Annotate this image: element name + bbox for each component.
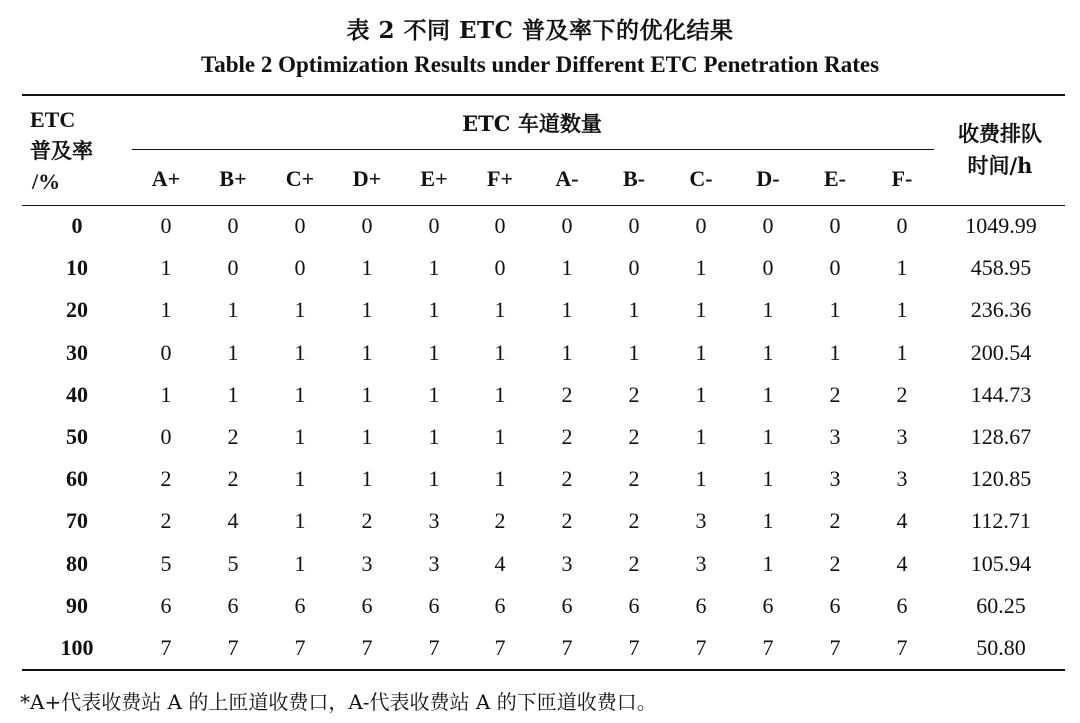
lane-count-cell: 1 [762, 466, 774, 492]
queue-time-cell: 105.94 [970, 550, 1032, 576]
lane-count-cell: 0 [896, 213, 908, 238]
lane-count-cell: 4 [227, 508, 239, 534]
lane-count-cell: 1 [695, 297, 707, 323]
lane-count-cell: 2 [561, 424, 573, 449]
rate-cell: 30 [66, 339, 88, 365]
lane-count-cell: 1 [428, 339, 440, 365]
lane-count-cell: 4 [896, 508, 908, 534]
lane-count-cell: 7 [762, 635, 774, 660]
column-header: F- [891, 166, 913, 191]
header-bottom-rule [22, 205, 1065, 206]
lane-count-cell: 0 [294, 255, 306, 281]
lane-count-cell: 6 [361, 592, 373, 618]
lane-count-cell: 7 [628, 635, 640, 660]
lane-count-cell: 1 [494, 339, 506, 365]
lane-count-cell: 1 [762, 550, 774, 576]
lane-count-cell: 1 [896, 339, 908, 365]
column-header: B- [623, 166, 645, 191]
lane-count-cell: 0 [762, 255, 774, 281]
lane-count-cell: 2 [896, 381, 908, 407]
lane-count-cell: 1 [762, 297, 774, 323]
lane-count-cell: 7 [227, 635, 239, 660]
lane-count-cell: 0 [494, 255, 506, 281]
table-bottom-rule [22, 669, 1065, 671]
rate-cell: 70 [66, 508, 88, 534]
lane-count-cell: 1 [695, 255, 707, 281]
lane-count-cell: 0 [361, 213, 373, 238]
lane-count-cell: 0 [829, 255, 841, 281]
lane-count-cell: 7 [160, 635, 172, 660]
lane-count-cell: 7 [695, 635, 707, 660]
lane-count-cell: 1 [227, 381, 239, 407]
lane-count-cell: 1 [628, 339, 640, 365]
lane-count-cell: 1 [561, 255, 573, 281]
lane-count-cell: 2 [561, 466, 573, 492]
lane-count-cell: 0 [227, 213, 239, 238]
lane-count-cell: 1 [695, 381, 707, 407]
lane-count-cell: 6 [762, 592, 774, 618]
lane-count-cell: 1 [361, 255, 373, 281]
queue-time-cell: 60.25 [976, 592, 1026, 618]
column-header: A- [555, 166, 579, 191]
queue-time-cell: 236.36 [970, 297, 1032, 323]
header-rate-line1: ETC [30, 107, 76, 132]
header-rate-line3: /% [32, 169, 61, 194]
lane-count-cell: 3 [695, 508, 707, 534]
lane-count-cell: 6 [628, 592, 640, 618]
header-lanes-group: ETC 车道数量 [462, 111, 602, 136]
lane-count-cell: 0 [829, 213, 841, 238]
lane-count-cell: 3 [361, 550, 373, 576]
lane-count-cell: 1 [160, 255, 172, 281]
lane-count-cell: 3 [561, 550, 573, 576]
queue-time-cell: 200.54 [970, 339, 1032, 365]
queue-time-cell: 1049.99 [965, 213, 1037, 238]
lane-count-cell: 1 [361, 466, 373, 492]
lane-count-cell: 6 [227, 592, 239, 618]
column-header: C- [689, 166, 713, 191]
column-header: D+ [352, 166, 382, 191]
lane-count-cell: 1 [428, 255, 440, 281]
lane-count-cell: 6 [695, 592, 707, 618]
lane-count-cell: 3 [428, 508, 440, 534]
lane-count-cell: 1 [428, 297, 440, 323]
lane-count-cell: 1 [428, 424, 440, 449]
lane-count-cell: 1 [361, 424, 373, 449]
lane-count-cell: 3 [896, 466, 908, 492]
lane-count-cell: 1 [160, 297, 172, 323]
header-rate-line2: 普及率 [30, 138, 93, 163]
queue-time-cell: 50.80 [976, 635, 1026, 660]
rate-cell: 0 [71, 213, 83, 238]
lane-count-cell: 0 [561, 213, 573, 238]
lane-count-cell: 1 [294, 297, 306, 323]
queue-time-cell: 458.95 [970, 255, 1032, 281]
lane-count-cell: 2 [160, 466, 172, 492]
lane-count-cell: 2 [628, 550, 640, 576]
lane-count-cell: 1 [294, 508, 306, 534]
header-time-line1: 收费排队 [958, 121, 1042, 146]
lane-count-cell: 5 [160, 550, 172, 576]
lane-count-cell: 7 [561, 635, 573, 660]
table-footnote: *A+代表收费站 A 的上匝道收费口，A-代表收费站 A 的下匝道收费口。 [20, 690, 657, 714]
lane-count-cell: 7 [294, 635, 306, 660]
rate-cell: 80 [66, 550, 88, 576]
rate-cell: 100 [60, 635, 94, 660]
queue-time-cell: 112.71 [971, 508, 1031, 534]
lane-count-cell: 6 [428, 592, 440, 618]
lane-count-cell: 1 [428, 466, 440, 492]
lane-count-cell: 6 [896, 592, 908, 618]
lane-count-cell: 6 [561, 592, 573, 618]
lane-count-cell: 1 [294, 466, 306, 492]
rate-cell: 50 [66, 424, 88, 449]
lane-count-cell: 1 [361, 297, 373, 323]
rate-cell: 60 [66, 466, 88, 492]
lane-count-cell: 2 [829, 550, 841, 576]
lane-count-cell: 1 [227, 339, 239, 365]
lane-count-cell: 4 [896, 550, 908, 576]
lane-count-cell: 3 [829, 466, 841, 492]
lane-count-cell: 2 [494, 508, 506, 534]
lane-count-cell: 7 [494, 635, 506, 660]
lane-count-cell: 7 [829, 635, 841, 660]
lane-count-cell: 6 [494, 592, 506, 618]
lane-count-cell: 7 [361, 635, 373, 660]
lane-count-cell: 0 [428, 213, 440, 238]
lane-count-cell: 2 [829, 508, 841, 534]
lane-count-cell: 1 [762, 339, 774, 365]
column-header: E+ [420, 166, 448, 191]
lane-count-cell: 1 [294, 550, 306, 576]
lane-count-cell: 2 [628, 424, 640, 449]
lane-count-cell: 0 [160, 213, 172, 238]
lane-count-cell: 1 [494, 381, 506, 407]
queue-time-cell: 144.73 [970, 381, 1032, 407]
lane-count-cell: 5 [227, 550, 239, 576]
lane-count-cell: 0 [160, 339, 172, 365]
rate-cell: 20 [66, 297, 88, 323]
lanes-group-rule [132, 149, 934, 150]
lane-count-cell: 1 [561, 297, 573, 323]
table-caption-english: Table 2 Optimization Results under Different ETC Penetration Rates [200, 52, 880, 77]
header-time-line2: 时间/h [967, 153, 1033, 178]
lane-count-cell: 1 [628, 297, 640, 323]
lane-count-cell: 1 [361, 381, 373, 407]
lane-count-cell: 1 [829, 297, 841, 323]
lane-count-cell: 2 [829, 381, 841, 407]
lane-count-cell: 0 [494, 213, 506, 238]
lane-count-cell: 0 [628, 255, 640, 281]
lane-count-cell: 1 [294, 381, 306, 407]
lane-count-cell: 1 [494, 424, 506, 449]
queue-time-cell: 120.85 [970, 466, 1032, 492]
lane-count-cell: 2 [628, 381, 640, 407]
column-header: D- [756, 166, 780, 191]
lane-count-cell: 7 [428, 635, 440, 660]
lane-count-cell: 0 [294, 213, 306, 238]
lane-count-cell: 2 [160, 508, 172, 534]
lane-count-cell: 1 [160, 381, 172, 407]
rate-cell: 40 [66, 381, 88, 407]
lane-count-cell: 1 [896, 297, 908, 323]
lane-count-cell: 1 [829, 339, 841, 365]
lane-count-cell: 0 [227, 255, 239, 281]
lane-count-cell: 1 [695, 466, 707, 492]
lane-count-cell: 1 [896, 255, 908, 281]
rate-cell: 90 [66, 592, 88, 618]
lane-count-cell: 1 [361, 339, 373, 365]
lane-count-cell: 1 [762, 508, 774, 534]
column-header: C+ [285, 166, 315, 191]
lane-count-cell: 2 [561, 508, 573, 534]
lane-count-cell: 6 [294, 592, 306, 618]
queue-time-cell: 128.67 [970, 424, 1032, 449]
lane-count-cell: 1 [561, 339, 573, 365]
lane-count-cell: 2 [561, 381, 573, 407]
lane-count-cell: 6 [829, 592, 841, 618]
lane-count-cell: 0 [160, 424, 172, 449]
lane-count-cell: 1 [227, 297, 239, 323]
lane-count-cell: 1 [428, 381, 440, 407]
lane-count-cell: 0 [628, 213, 640, 238]
lane-count-cell: 1 [294, 424, 306, 449]
lane-count-cell: 0 [695, 213, 707, 238]
lane-count-cell: 1 [494, 466, 506, 492]
lane-count-cell: 7 [896, 635, 908, 660]
lane-count-cell: 4 [494, 550, 506, 576]
column-header: A+ [151, 166, 181, 191]
lane-count-cell: 3 [896, 424, 908, 449]
lane-count-cell: 2 [361, 508, 373, 534]
lane-count-cell: 1 [494, 297, 506, 323]
column-header: E- [824, 166, 846, 191]
lane-count-cell: 0 [762, 213, 774, 238]
lane-count-cell: 2 [628, 466, 640, 492]
table-top-rule [22, 94, 1065, 96]
lane-count-cell: 1 [762, 381, 774, 407]
lane-count-cell: 3 [829, 424, 841, 449]
lane-count-cell: 1 [294, 339, 306, 365]
lane-count-cell: 1 [695, 424, 707, 449]
lane-count-cell: 1 [762, 424, 774, 449]
lane-count-cell: 1 [695, 339, 707, 365]
lane-count-cell: 6 [160, 592, 172, 618]
lane-count-cell: 3 [695, 550, 707, 576]
column-header: B+ [219, 166, 247, 191]
lane-count-cell: 3 [428, 550, 440, 576]
lane-count-cell: 2 [227, 466, 239, 492]
lane-count-cell: 2 [227, 424, 239, 449]
rate-cell: 10 [66, 255, 88, 281]
column-header: F+ [487, 166, 513, 191]
lane-count-cell: 2 [628, 508, 640, 534]
table-caption-chinese: 表 2 不同 ETC 普及率下的优化结果 [346, 17, 734, 44]
